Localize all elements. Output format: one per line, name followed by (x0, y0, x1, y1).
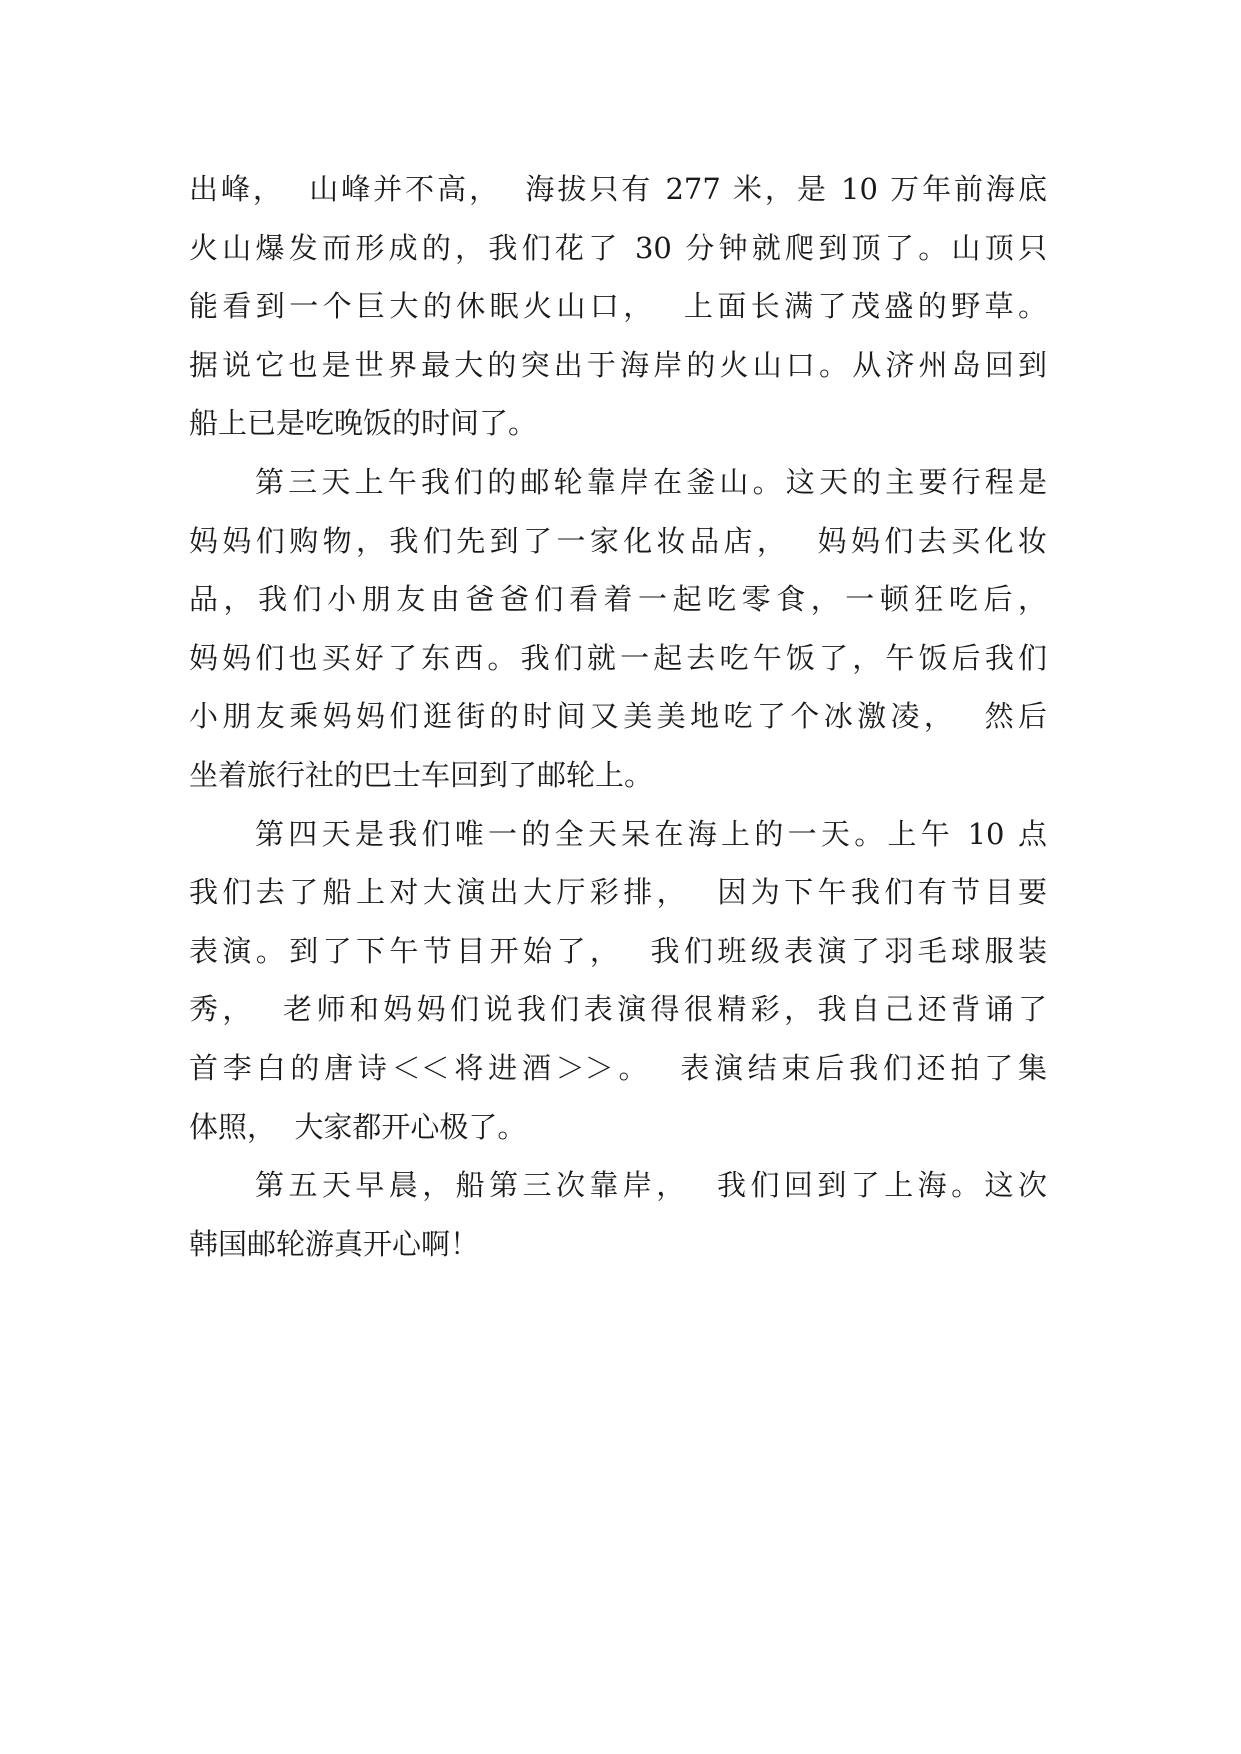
text-line: 火山爆发而形成的，我们花了 30 分钟就爬到顶了。山顶只 (189, 230, 1047, 265)
text-line: 妈妈们也买好了东西。我们就一起去吃午饭了，午饭后我们 (189, 640, 1047, 675)
body-text (189, 160, 1047, 1273)
paragraph-4 (189, 1156, 1047, 1273)
text-line: 表演。到了下午节目开始了， 我们班级表演了羽毛球服装 (189, 933, 1047, 968)
text-line: 出峰， 山峰并不高， 海拔只有 277 米，是 10 万年前海底 (189, 172, 1047, 206)
paragraph-3 (189, 805, 1047, 1157)
text-line: 秀， 老师和妈妈们说我们表演得很精彩，我自己还背诵了 (189, 992, 1047, 1027)
text-line: 据说它也是世界最大的突出于海岸的火山口。从济州岛回到 (189, 347, 1047, 382)
text-line: 体照， 大家都开心极了。 (189, 1109, 527, 1144)
text-line: 首李白的唐诗＜＜将进酒＞＞。 表演结束后我们还拍了集 (189, 1050, 1047, 1085)
text-line: 品，我们小朋友由爸爸们看着一起吃零食，一顿狂吃后， (189, 582, 1047, 617)
text-line: 第四天是我们唯一的全天呆在海上的一天。上午 10 点 (255, 816, 1047, 851)
paragraph-1 (189, 160, 1047, 453)
text-line: 我们去了船上对大演出大厅彩排， 因为下午我们有节目要 (189, 875, 1047, 910)
text-line: 船上已是吃晚饭的时间了。 (189, 406, 538, 441)
text-line: 妈妈们购物，我们先到了一家化妆品店， 妈妈们去买化妆 (189, 523, 1047, 558)
text-line: 韩国邮轮游真开心啊！ (189, 1226, 480, 1261)
text-line: 坐着旅行社的巴士车回到了邮轮上。 (189, 757, 654, 792)
text-line: 第三天上午我们的邮轮靠岸在釜山。这天的主要行程是 (255, 464, 1047, 499)
text-line: 第五天早晨，船第三次靠岸， 我们回到了上海。这次 (255, 1168, 1047, 1203)
text-line: 能看到一个巨大的休眠火山口， 上面长满了茂盛的野草。 (189, 289, 1047, 324)
paragraph-2 (189, 453, 1047, 805)
text-line: 小朋友乘妈妈们逛街的时间又美美地吃了个冰激凌， 然后 (189, 699, 1047, 734)
